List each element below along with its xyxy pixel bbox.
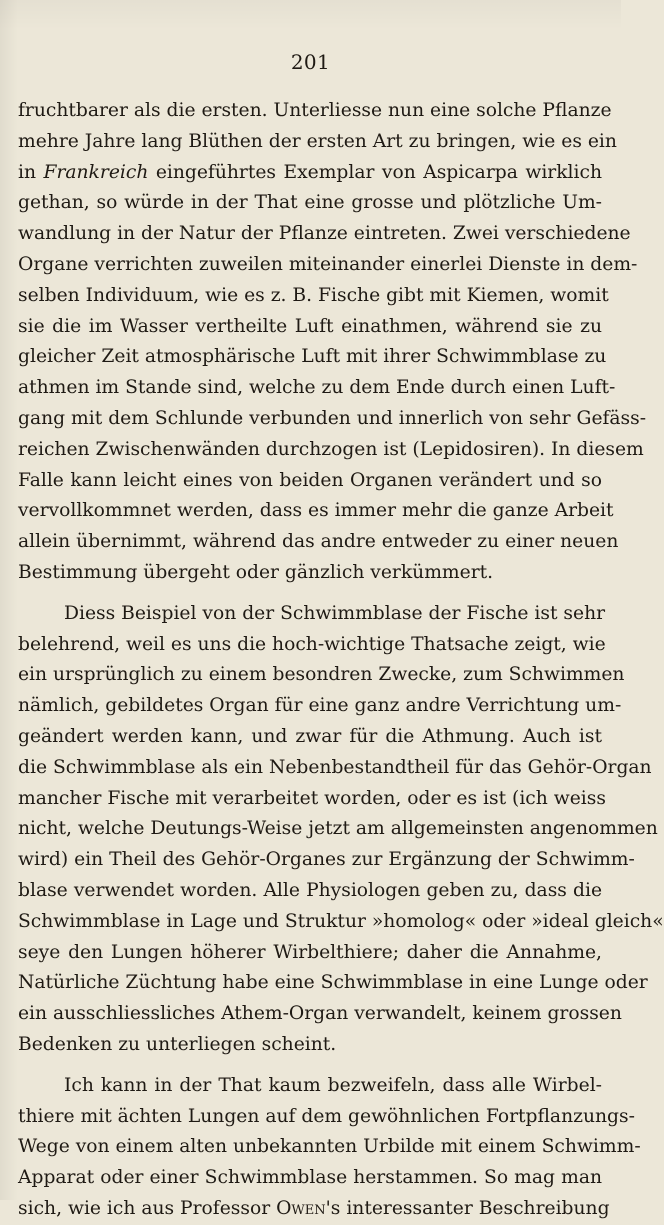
text-line: Bedenken zu unterliegen scheint. [18,1033,337,1055]
text-line: gethan, so würde in der That eine grosse und plötzliche Um- [18,192,602,214]
text-line: athmen im Stande sind, welche zu dem Ende durch einen Luft- [18,377,616,399]
text-line: Organe verrichten zuweilen miteinander einerlei Dienste in dem- [18,253,638,275]
text-line: reichen Zwischenwänden durchzogen ist (Lepidosiren). In diesem [18,438,644,460]
text-line: Diess Beispiel von der Schwimmblase der Fische ist sehr [64,602,606,624]
paragraph [18,96,647,589]
text-line: mancher Fische mit verarbeitet worden, oder es ist (ich weiss [18,787,606,809]
page-number: 201 [290,50,331,74]
text-line: Natürliche Züchtung habe eine Schwimmblase in eine Lunge oder [18,972,648,994]
text-line: ein ausschliessliches Athem-Organ verwandelt, keinem grossen [18,1003,622,1025]
text-line: seye den Lungen höherer Wirbelthiere; daher die Annahme, [18,941,602,963]
text-line: nämlich, gebildetes Organ für eine ganz andre Verrichtung um- [18,695,622,717]
text-line: die Schwimmblase als ein Nebenbestandtheil für das Gehör-Organ [18,756,652,778]
text-line: wird) ein Theil des Gehör-Organes zur Ergänzung der Schwimm- [18,849,635,871]
text-line [18,1194,610,1225]
paragraph-gap [18,589,602,599]
text-line: vervollkommnet werden, dass es immer mehr die ganze Arbeit [18,500,614,522]
text-line: Ich kann in der That kaum bezweifeln, dass alle Wirbel- [64,1074,602,1096]
text-line: Schwimmblase in Lage und Struktur »homolog« oder »ideal gleich« [18,910,664,932]
text-line: ein ursprünglich zu einem besondren Zwecke, zum Schwimmen [18,664,625,686]
text-line: mehre Jahre lang Blüthen der ersten Art zu bringen, wie es ein [18,130,617,152]
text-line: Bestimmung übergeht oder gänzlich verkümmert. [18,561,494,583]
paragraph [18,599,664,1061]
paragraph [18,1071,641,1225]
text-line: sie die im Wasser vertheilte Luft einathmen, während sie zu [18,315,602,337]
small-caps-author-name: Owen [276,1197,326,1219]
text-line: Apparat oder einer Schwimmblase herstammen. So mag man [18,1167,602,1189]
paragraph-gap [18,1061,602,1071]
text-line: gang mit dem Schlunde verbunden und innerlich von sehr Gefäss- [18,407,647,429]
text-line: Wege von einem alten unbekannten Urbilde mit einem Schwimm- [18,1136,641,1158]
italic-place-name: Frankreich [43,161,149,183]
text-line: gleicher Zeit atmosphärische Luft mit ihrer Schwimmblase zu [18,346,607,368]
text-line: fruchtbarer als die ersten. Unterliesse nun eine solche Pflanze [18,100,612,121]
text-segment: in [18,161,44,183]
text-line: belehrend, weil es uns die hoch-wichtige Thatsache zeigt, wie [18,633,606,655]
text-line: allein übernimmt, während das andre entweder zu einer neuen [18,531,619,553]
body-text [18,96,664,1225]
text-segment: eingeführtes Exemplar von Aspicarpa wirklich [148,161,603,183]
text-line: wandlung in der Natur der Pflanze eintreten. Zwei verschiedene [18,223,631,245]
text-segment: sich, wie ich aus Professor [18,1197,277,1219]
text-segment: 's interessanter Beschreibung [325,1197,610,1219]
text-line: Falle kann leicht eines von beiden Organen verändert und so [18,469,602,491]
text-line: thiere mit ächten Lungen auf dem gewöhnlichen Fortpflanzungs- [18,1105,635,1127]
text-line [18,158,602,189]
text-line: selben Individuum, wie es z. B. Fische gibt mit Kiemen, womit [18,284,609,306]
text-line: nicht, welche Deutungs-Weise jetzt am allgemeinsten angenommen [18,818,658,840]
text-line: blase verwendet worden. Alle Physiologen geben zu, dass die [18,879,602,901]
text-line: geändert werden kann, und zwar für die Athmung. Auch ist [18,725,602,747]
